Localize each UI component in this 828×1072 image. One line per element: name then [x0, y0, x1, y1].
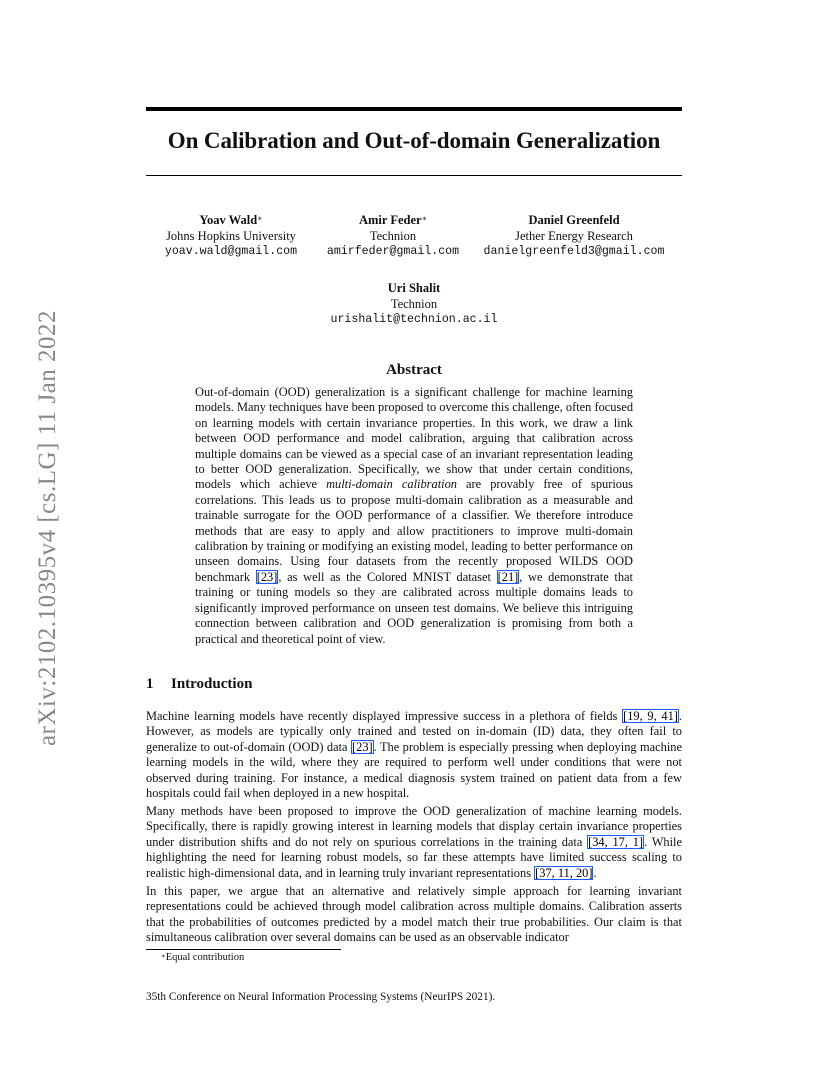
- citation-link[interactable]: [34, 17, 1]: [588, 834, 644, 849]
- intro-paragraph-2: [146, 804, 682, 881]
- author-email: urishalit@technion.ac.il: [330, 313, 498, 326]
- footnote-rule: [146, 949, 341, 950]
- intro-paragraph-1: [146, 709, 682, 801]
- paragraph-text: Machine learning models have recently displayed impressive success in a plethora of fields: [146, 709, 623, 723]
- paragraph-text: . While highlighting the need for learning robust models, so far these attempts have limited success scaling to realistic high-dimensional data, and in learning truly invariant representations: [146, 834, 682, 880]
- abstract-text: , as well as the Colored MNIST dataset: [278, 569, 497, 584]
- title-rule-top: [146, 107, 682, 111]
- author-name: Uri Shalit: [387, 281, 441, 295]
- author-name: Amir Feder: [358, 213, 422, 227]
- abstract-emphasis: multi-domain calibration: [326, 477, 457, 492]
- author-email: amirfeder@gmail.com: [326, 245, 460, 258]
- citation-link[interactable]: [37, 11, 20]: [535, 865, 593, 880]
- author-affiliation: Technion: [390, 297, 438, 311]
- footnote-text: Equal contribution: [165, 952, 245, 963]
- arxiv-id: arXiv:2102.10395v4 [cs.LG] 11 Jan 2022: [34, 309, 61, 747]
- equal-contribution-mark: ∗: [257, 214, 263, 223]
- conference-note: 35th Conference on Neural Information Processing Systems (NeurIPS 2021).: [146, 991, 496, 1003]
- section-number: 1: [146, 676, 154, 692]
- paragraph-text: Many methods have been proposed to improve the OOD generalization of machine learning models. Specifically, there is rapidly growing interest in learning models that display certain invariance properties under distribution shifts and do not rely on spurious correlations in the training data: [146, 804, 682, 849]
- title-rule-bottom: [146, 175, 682, 176]
- author-affiliation: Technion: [369, 229, 417, 243]
- author-block-1: [146, 212, 316, 260]
- paragraph-text: . However, as models are typically only trained and tested on in-domain (ID) data, they often fail to generalize to out-of-domain (OOD) data: [146, 709, 682, 754]
- paragraph-text: .: [593, 865, 597, 880]
- citation-link[interactable]: [23]: [256, 569, 278, 584]
- abstract-text: are provably free of spurious correlations. This leads us to propose multi-domain calibration as a measurable and trainable surrogate for the OOD performance of a classifier. We therefore introduce methods that are easy to apply and allow practitioners to improve multi-domain calibration by training or modifying an existing model, leading to better performance on unseen domains. Using four datasets from the recently proposed WILDS OOD benchmark: [195, 477, 634, 584]
- author-block-2: [318, 212, 468, 260]
- abstract-heading: Abstract: [386, 362, 442, 378]
- paragraph-text: . The problem is especially pressing when deploying machine learning models in the wild, where they are required to perform well under conditions that were not observed during training. For instance, a medical diagnosis system trained on patient data from a few hospitals could fail when deployed in a new hospital.: [146, 739, 682, 801]
- citation-link[interactable]: [19, 9, 41]: [623, 709, 678, 723]
- author-name: Daniel Greenfeld: [528, 213, 620, 227]
- author-email: danielgreenfeld3@gmail.com: [483, 245, 665, 258]
- author-block-4: [314, 280, 514, 328]
- citation-link[interactable]: [21]: [497, 569, 519, 584]
- section-title: Introduction: [171, 676, 253, 692]
- intro-paragraph-3: In this paper, we argue that an alternative and relatively simple approach for learning invariant representations could be achieved through model calibration across multiple domains. Calibration asserts that the probabilities of outcomes predicted by a model match their true probabilities. Our claim is that simultaneous calibration over several domains can be used as an observable indicator: [146, 884, 682, 945]
- author-affiliation: Jether Energy Research: [515, 229, 633, 243]
- footnote-mark: ∗: [161, 952, 166, 960]
- section-heading: [146, 676, 252, 693]
- author-name: Yoav Wald: [199, 213, 258, 227]
- citation-link[interactable]: [23]: [352, 739, 373, 754]
- abstract-text: , we demonstrate that training or tuning models so they are calibrated across multiple domains leads to significantly improved performance on unseen test domains. We believe this intriguing connection between calibration and OOD generalization is promising from both a practical and theoretical point of view.: [195, 569, 633, 646]
- equal-contribution-mark: ∗: [421, 214, 428, 223]
- abstract-body: [195, 385, 633, 647]
- abstract-text: Out-of-domain (OOD) generalization is a significant challenge for machine learning models. Many techniques have been proposed to overcome this challenge, often focused on learning models with certain invariance properties. In this work, we draw a link between OOD performance and model calibration, arguing that calibration across multiple domains can be viewed as a special case of an invariant representation leading to better OOD generalization. Specifically, we show that under certain conditions, models which achieve: [195, 385, 634, 492]
- author-block-3: [474, 212, 674, 260]
- author-email: yoav.wald@gmail.com: [164, 245, 298, 258]
- footnote: [161, 952, 244, 963]
- paper-title: On Calibration and Out-of-domain Generalization: [167, 128, 661, 153]
- author-affiliation: Johns Hopkins University: [166, 229, 296, 243]
